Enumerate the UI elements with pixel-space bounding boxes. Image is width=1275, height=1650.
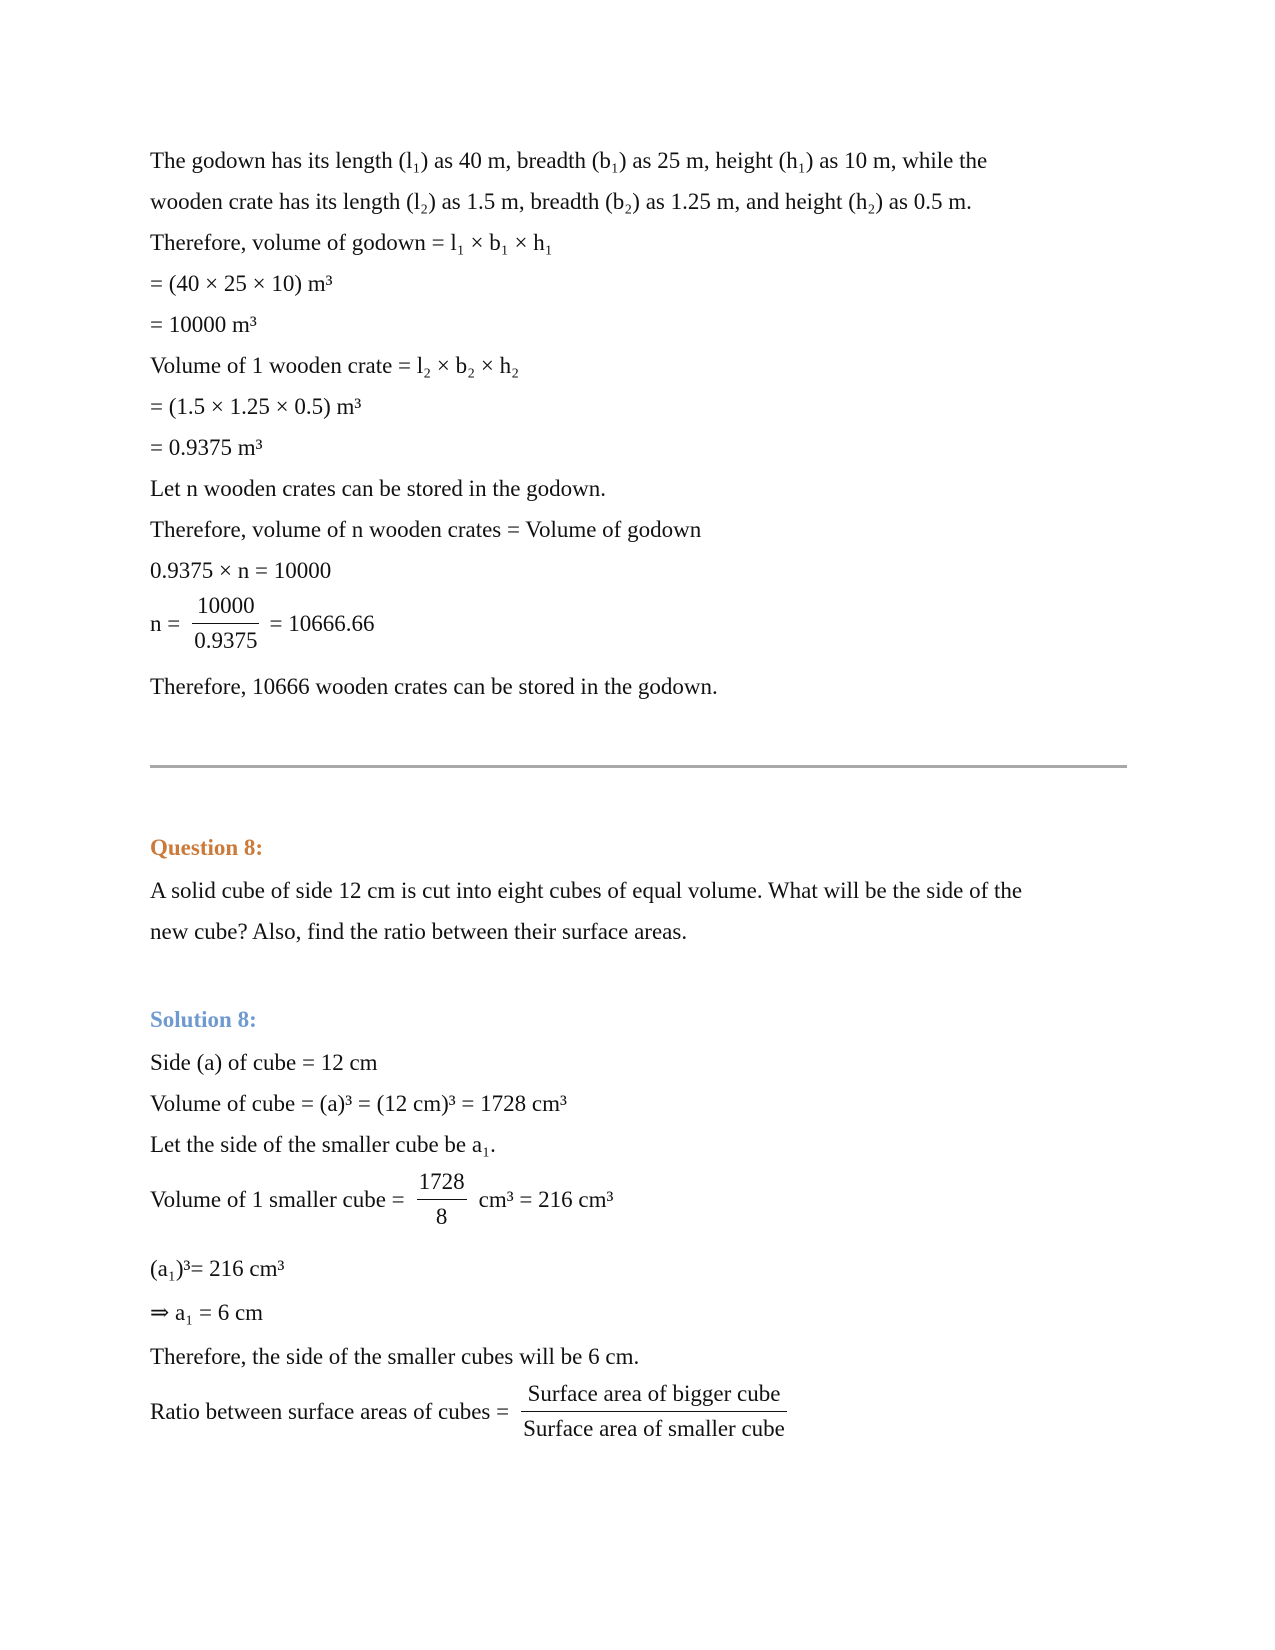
text-line: 0.9375 × n = 10000 bbox=[150, 558, 332, 583]
text-line: The godown has its length (l₁) as 40 m, breadth (b₁) as 25 m, height (h₁) as 10 m, while the bbox=[150, 148, 988, 173]
text-line: Volume of 1 wooden crate = l₂ × b₂ × h₂ bbox=[150, 353, 520, 378]
text-line: Therefore, volume of n wooden crates = Volume of godown bbox=[150, 517, 702, 542]
fraction-denominator: 8 bbox=[435, 1204, 448, 1229]
text-line: = 10000 m³ bbox=[150, 312, 257, 337]
text-line: ⇒ a₁ = 6 cm bbox=[150, 1300, 264, 1325]
text-line: Let the side of the smaller cube be a₁. bbox=[150, 1132, 496, 1157]
text-line: (a₁)³= 216 cm³ bbox=[150, 1256, 285, 1281]
text-line: = (1.5 × 1.25 × 0.5) m³ bbox=[150, 394, 362, 419]
equation-prefix: n = bbox=[150, 610, 181, 636]
solution-heading: Solution 8: bbox=[150, 1007, 257, 1032]
fraction-numerator: Surface area of bigger cube bbox=[521, 1380, 787, 1412]
fraction-numerator: 10000 bbox=[192, 592, 259, 624]
text-line: Therefore, 10666 wooden crates can be stored in the godown. bbox=[150, 674, 718, 699]
equation-result: = 10666.66 bbox=[269, 610, 375, 636]
text-line: Side (a) of cube = 12 cm bbox=[150, 1050, 378, 1075]
fraction bbox=[417, 1168, 467, 1231]
equation-result: cm³ = 216 cm³ bbox=[478, 1186, 614, 1212]
section-divider bbox=[150, 765, 1127, 768]
question-text-line: A solid cube of side 12 cm is cut into eight cubes of equal volume. What will be the side of the bbox=[150, 878, 1023, 903]
equation-prefix: Ratio between surface areas of cubes = bbox=[150, 1398, 510, 1424]
fraction-equation-volume bbox=[150, 1168, 613, 1231]
fraction bbox=[521, 1380, 787, 1443]
fraction bbox=[192, 592, 259, 655]
text-line: Therefore, volume of godown = l₁ × b₁ × h₁ bbox=[150, 230, 553, 255]
text-line: wooden crate has its length (l₂) as 1.5 m, breadth (b₂) as 1.25 m, and height (h₂) as 0.5 m. bbox=[150, 189, 972, 214]
text-line: Volume of cube = (a)³ = (12 cm)³ = 1728 cm³ bbox=[150, 1091, 567, 1116]
fraction-equation-n bbox=[150, 592, 374, 655]
fraction-numerator: 1728 bbox=[417, 1168, 467, 1200]
equation-prefix: Volume of 1 smaller cube = bbox=[150, 1186, 405, 1212]
question-text-line: new cube? Also, find the ratio between their surface areas. bbox=[150, 919, 688, 944]
text-line: Let n wooden crates can be stored in the godown. bbox=[150, 476, 607, 501]
text-line: = (40 × 25 × 10) m³ bbox=[150, 271, 333, 296]
fraction-denominator: Surface area of smaller cube bbox=[523, 1416, 785, 1441]
fraction-denominator: 0.9375 bbox=[194, 628, 258, 653]
question-heading: Question 8: bbox=[150, 835, 264, 860]
text-line: Therefore, the side of the smaller cubes will be 6 cm. bbox=[150, 1344, 640, 1369]
text-line: = 0.9375 m³ bbox=[150, 435, 263, 460]
fraction-equation-ratio bbox=[150, 1380, 793, 1443]
